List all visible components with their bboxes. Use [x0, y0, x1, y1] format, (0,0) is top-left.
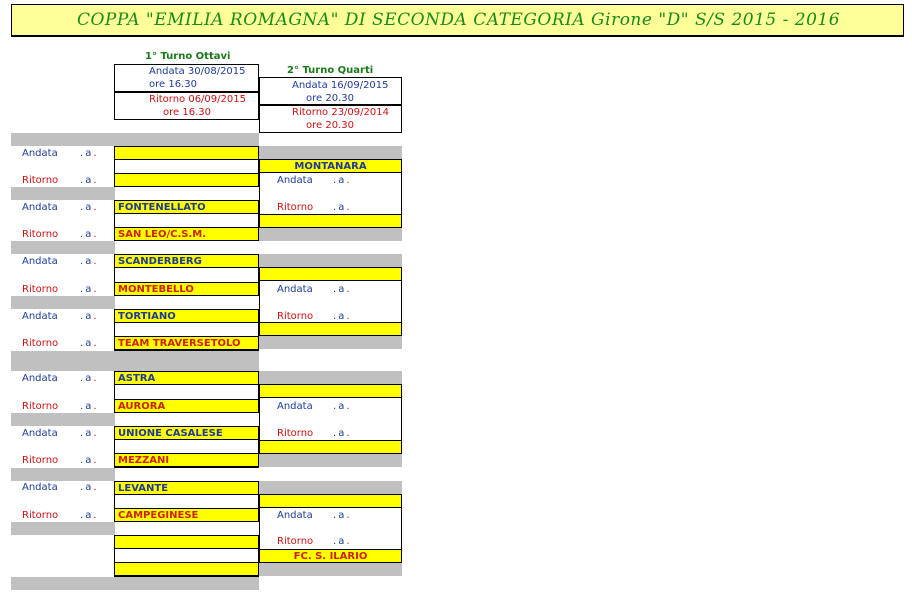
score-placeholder: .a.: [333, 536, 352, 547]
score-placeholder: .a.: [80, 148, 99, 159]
score-sep: a: [85, 256, 94, 267]
team-cell: TEAM TRAVERSETOLO: [114, 336, 259, 350]
team-cell: [259, 267, 402, 281]
team-cell: [259, 384, 402, 398]
score-sep: a: [85, 311, 94, 322]
separator-band: [11, 351, 259, 371]
ritorno-label: Ritorno: [22, 229, 59, 240]
score-placeholder: .a.: [80, 482, 99, 493]
team-cell: ASTRA: [114, 371, 259, 385]
separator-band: [259, 228, 402, 241]
team-cell: MONTANARA: [259, 159, 402, 173]
andata-label: Andata: [277, 401, 313, 412]
score-sep: a: [338, 510, 347, 521]
score-placeholder: .a.: [80, 311, 99, 322]
separator-band: [259, 371, 402, 384]
score-sep: a: [338, 536, 347, 547]
team-cell: [114, 173, 259, 187]
round2-label: 2° Turno Quarti: [287, 65, 374, 76]
score-placeholder: .a.: [80, 229, 99, 240]
separator-band: [11, 241, 115, 254]
ritorno-label: Ritorno: [22, 284, 59, 295]
separator-band: [11, 296, 115, 309]
andata-label: Andata: [277, 510, 313, 521]
ritorno-label: Ritorno: [22, 338, 59, 349]
score-placeholder: .a.: [80, 373, 99, 384]
score-sep: a: [338, 175, 347, 186]
score-placeholder: .a.: [80, 284, 99, 295]
team-cell: MEZZANI: [114, 453, 259, 467]
score-sep: a: [85, 284, 94, 295]
separator-band: [259, 254, 402, 267]
team-cell: SCANDERBERG: [114, 254, 259, 268]
score-sep: a: [85, 510, 94, 521]
separator-band: [11, 187, 115, 200]
andata-label: Andata: [277, 175, 313, 186]
score-sep: a: [85, 428, 94, 439]
score-sep: a: [85, 202, 94, 213]
score-sep: a: [338, 202, 347, 213]
andata-label: Andata: [22, 256, 58, 267]
score-placeholder: .a.: [80, 510, 99, 521]
score-sep: a: [85, 455, 94, 466]
team-cell: CAMPEGINESE: [114, 508, 259, 522]
team-cell: TORTIANO: [114, 309, 259, 323]
round1-label: 1° Turno Ottavi: [145, 51, 231, 62]
team-cell: LEVANTE: [114, 481, 259, 495]
ritorno-label: Ritorno: [22, 455, 59, 466]
score-placeholder: .a.: [333, 284, 352, 295]
score-placeholder: .a.: [80, 401, 99, 412]
score-placeholder: .a.: [80, 175, 99, 186]
score-sep: a: [338, 284, 347, 295]
separator-band: [11, 413, 115, 426]
team-cell: MONTEBELLO: [114, 282, 259, 296]
round1-andata-time: ore 16.30: [149, 79, 197, 90]
score-placeholder: .a.: [80, 202, 99, 213]
ritorno-label: Ritorno: [277, 202, 314, 213]
score-sep: a: [85, 175, 94, 186]
score-placeholder: .a.: [80, 428, 99, 439]
separator-band: [259, 563, 402, 576]
andata-label: Andata: [22, 202, 58, 213]
round2-andata-date: Andata 16/09/2015: [292, 80, 389, 91]
separator-band: [259, 146, 402, 159]
separator-band: [259, 454, 402, 467]
andata-label: Andata: [22, 311, 58, 322]
score-placeholder: .a.: [80, 256, 99, 267]
ritorno-label: Ritorno: [22, 510, 59, 521]
team-cell: AURORA: [114, 399, 259, 413]
score-placeholder: .a.: [333, 311, 352, 322]
score-placeholder: .a.: [80, 338, 99, 349]
separator-band: [11, 577, 259, 590]
score-placeholder: .a.: [333, 202, 352, 213]
score-sep: a: [85, 338, 94, 349]
andata-label: Andata: [22, 148, 58, 159]
separator-band: [11, 468, 115, 481]
separator-band: [11, 133, 259, 146]
score-sep: a: [338, 428, 347, 439]
team-cell: [259, 322, 402, 336]
score-sep: a: [338, 401, 347, 412]
score-sep: a: [85, 482, 94, 493]
andata-label: Andata: [22, 373, 58, 384]
team-cell: FONTENELLATO: [114, 200, 259, 214]
score-sep: a: [85, 401, 94, 412]
title-banner: [11, 4, 904, 37]
separator-band: [11, 522, 115, 535]
round2-ritorno-time: ore 20.30: [306, 120, 354, 131]
andata-label: Andata: [277, 284, 313, 295]
ritorno-label: Ritorno: [277, 536, 314, 547]
team-cell: [259, 214, 402, 228]
andata-label: Andata: [22, 428, 58, 439]
team-cell: SAN LEO/C.S.M.: [114, 227, 259, 241]
round2-ritorno-date: Ritorno 23/09/2014: [292, 107, 389, 118]
ritorno-label: Ritorno: [277, 428, 314, 439]
round1-ritorno-date: Ritorno 06/09/2015: [149, 94, 246, 105]
ritorno-label: Ritorno: [22, 401, 59, 412]
team-cell: [114, 146, 259, 160]
andata-label: Andata: [22, 482, 58, 493]
separator-band: [259, 336, 402, 349]
ritorno-label: Ritorno: [277, 311, 314, 322]
score-sep: a: [85, 148, 94, 159]
team-cell: [259, 440, 402, 454]
score-placeholder: .a.: [333, 175, 352, 186]
separator-band: [259, 481, 402, 494]
round1-ritorno-time: ore 16.30: [163, 107, 211, 118]
page-title: COPPA "EMILIA ROMAGNA" DI SECONDA CATEGORIA Girone "D" S/S 2015 - 2016: [76, 10, 841, 30]
score-placeholder: .a.: [333, 510, 352, 521]
team-cell: [114, 562, 259, 576]
score-sep: a: [338, 311, 347, 322]
team-cell: UNIONE CASALESE: [114, 426, 259, 440]
round1-andata-date: Andata 30/08/2015: [149, 66, 246, 77]
round2-andata-time: ore 20.30: [306, 93, 354, 104]
ritorno-label: Ritorno: [22, 175, 59, 186]
score-sep: a: [85, 373, 94, 384]
score-sep: a: [85, 229, 94, 240]
score-placeholder: .a.: [333, 401, 352, 412]
team-cell: [259, 494, 402, 508]
team-cell: FC. S. ILARIO: [259, 549, 402, 563]
score-placeholder: .a.: [80, 455, 99, 466]
score-placeholder: .a.: [333, 428, 352, 439]
team-cell: [114, 535, 259, 549]
